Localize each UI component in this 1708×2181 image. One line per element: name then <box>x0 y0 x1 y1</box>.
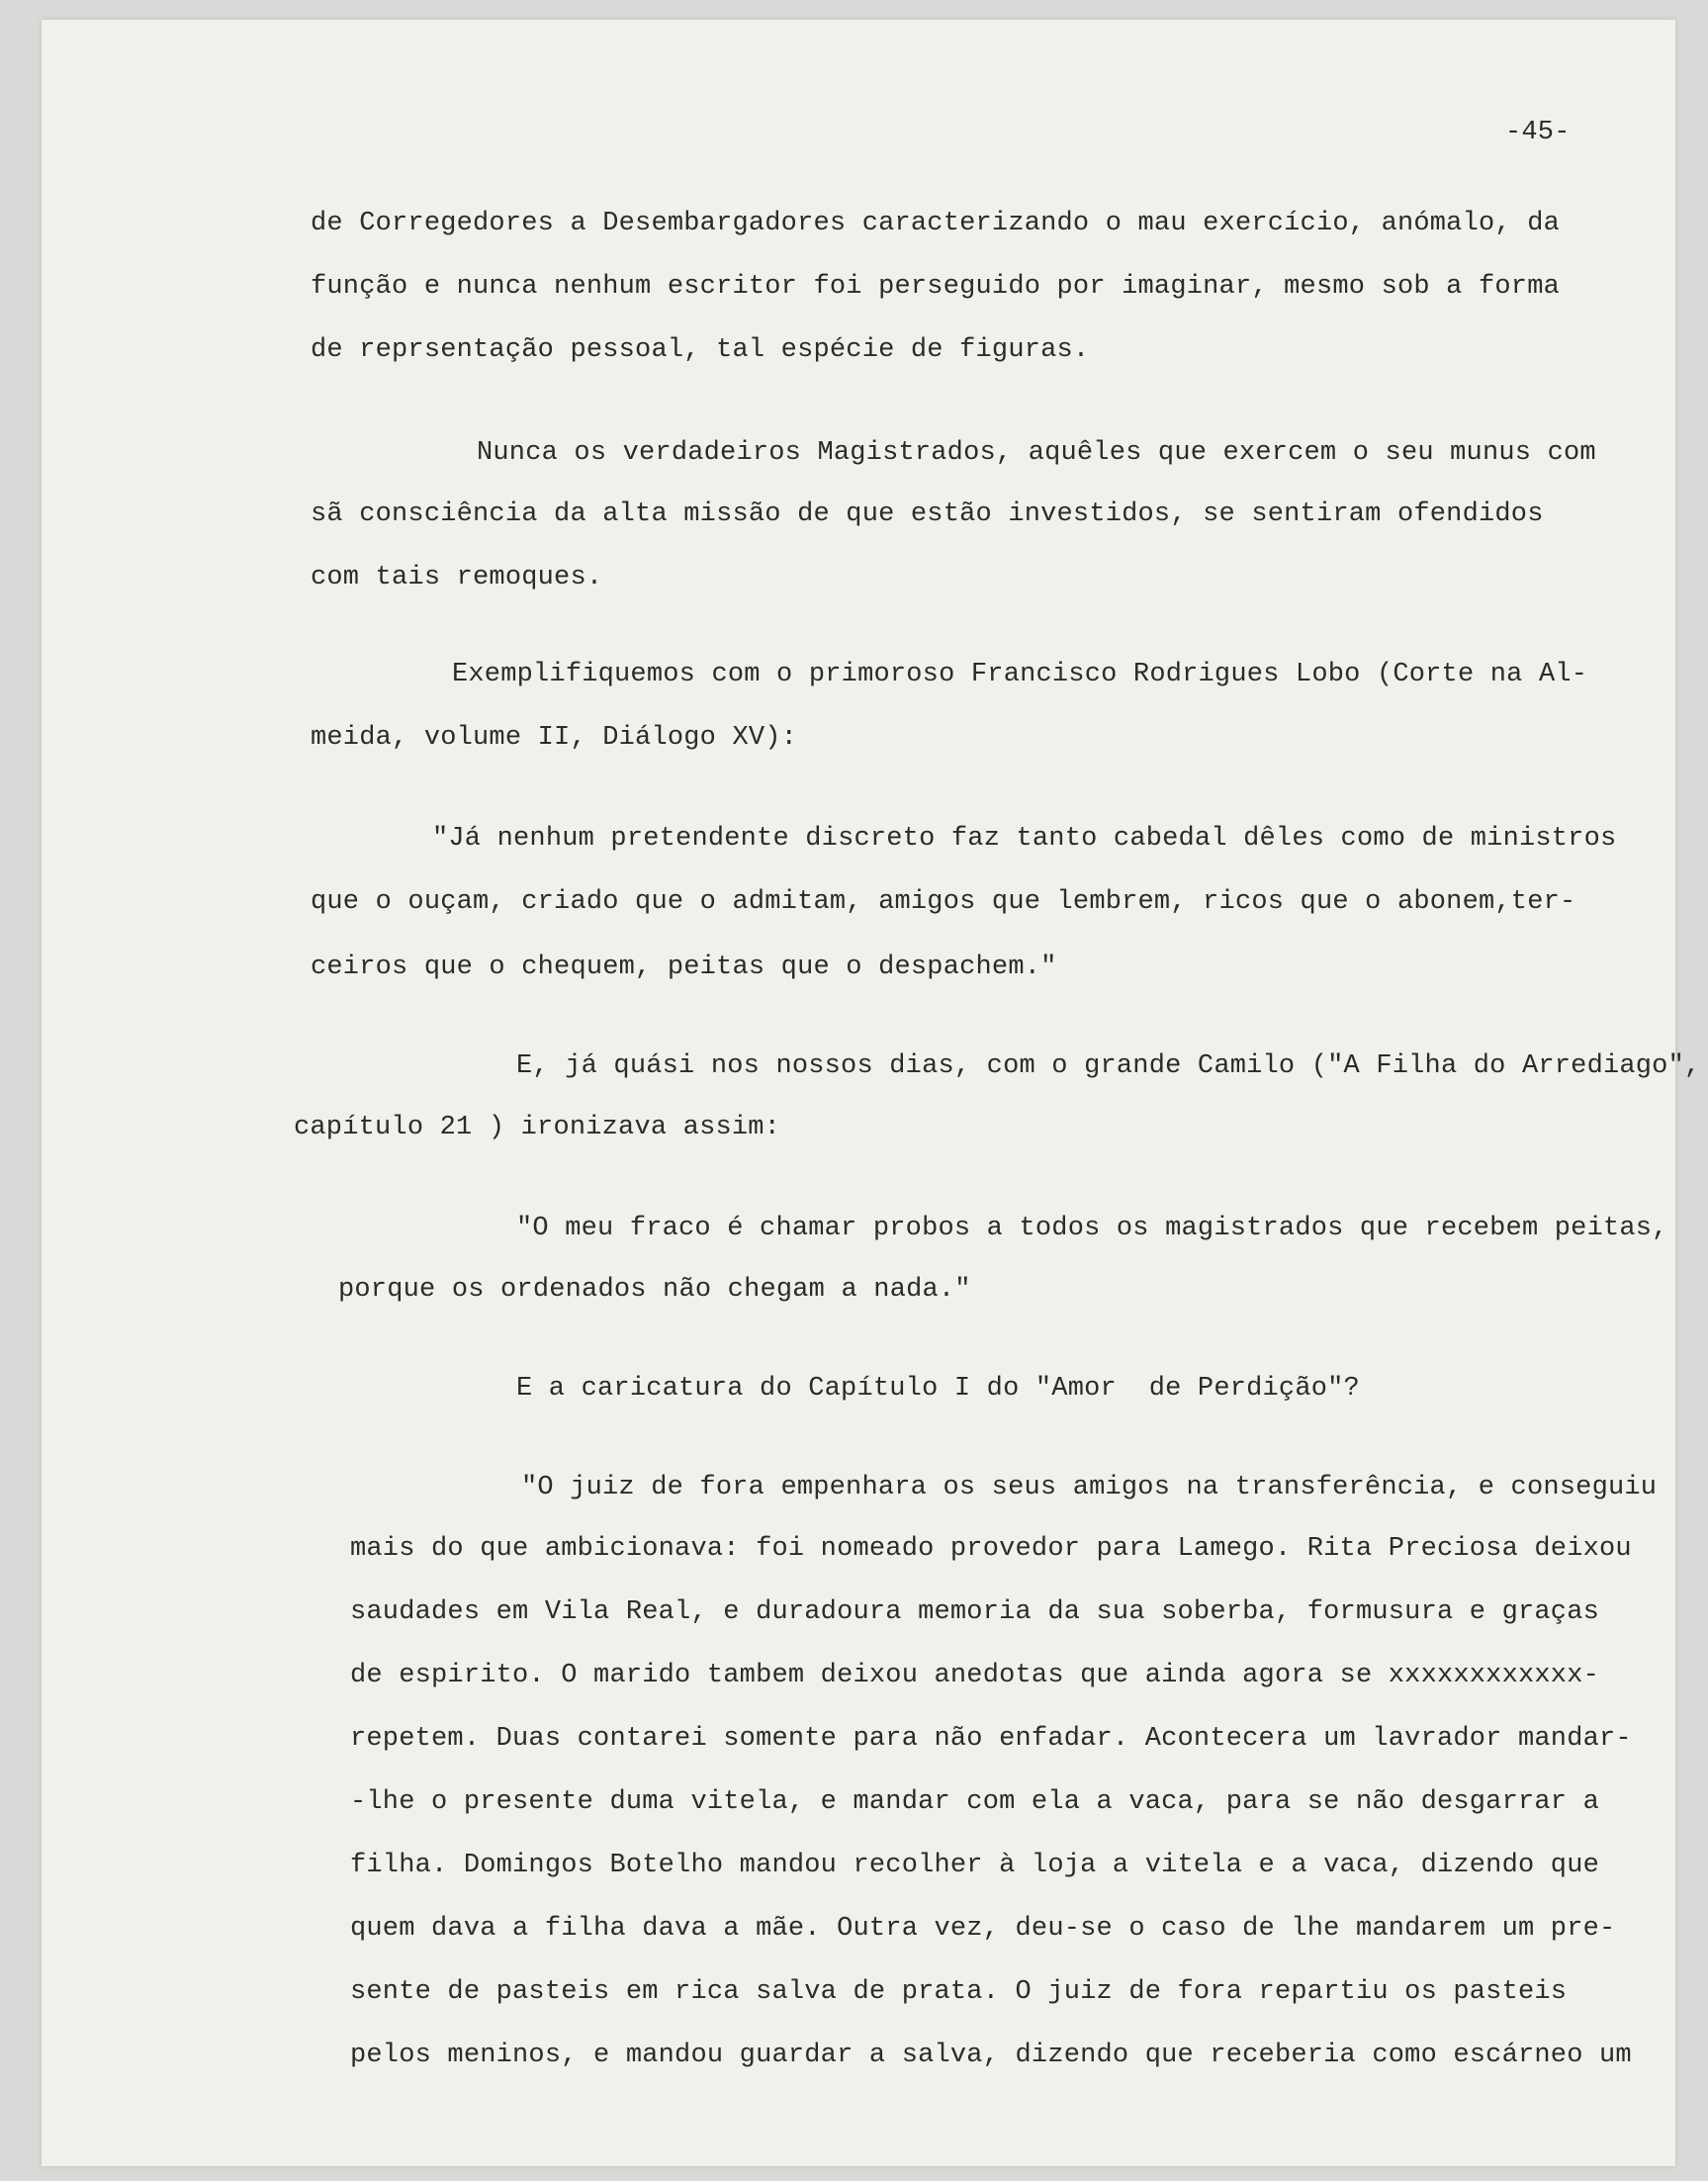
page-number: -45- <box>1505 118 1571 147</box>
text-line: porque os ordenados não chegam a nada." <box>338 1275 971 1305</box>
text-line: saudades em Vila Real, e duradoura memoria da sua soberba, formusura e graças <box>350 1597 1600 1627</box>
text-line: Exemplifiquemos com o primoroso Francisco Rodrigues Lobo (Corte na Al- <box>452 660 1588 689</box>
text-line: "O juiz de fora empenhara os seus amigos na transferência, e conseguiu <box>521 1473 1658 1502</box>
text-line: que o ouçam, criado que o admitam, amigos que lembrem, ricos que o abonem,ter- <box>311 887 1576 917</box>
text-line: E, já quási nos nossos dias, com o grande Camilo ("A Filha do Arrediago", <box>516 1051 1701 1081</box>
text-line: de reprsentação pessoal, tal espécie de figuras. <box>311 335 1090 365</box>
text-line: de Corregedores a Desembargadores caracterizando o mau exercício, anómalo, da <box>311 209 1561 238</box>
text-line: repetem. Duas contarei somente para não enfadar. Acontecera um lavrador mandar- <box>350 1724 1632 1754</box>
text-line: de espirito. O marido tambem deixou anedotas que ainda agora se xxxxxxxxxxxx- <box>350 1661 1600 1690</box>
text-line: função e nunca nenhum escritor foi perseguido por imaginar, mesmo sob a forma <box>311 272 1561 302</box>
text-line: capítulo 21 ) ironizava assim: <box>294 1113 781 1142</box>
text-line: filha. Domingos Botelho mandou recolher à loja a vitela e a vaca, dizendo que <box>350 1851 1600 1880</box>
text-line: sã consciência da alta missão de que estão investidos, se sentiram ofendidos <box>311 500 1544 529</box>
text-line: quem dava a filha dava a mãe. Outra vez, deu-se o caso de lhe mandarem um pre- <box>350 1914 1616 1944</box>
text-line: pelos meninos, e mandou guardar a salva, dizendo que receberia como escárneo um <box>350 2041 1632 2070</box>
text-line: com tais remoques. <box>311 563 603 592</box>
text-line: -lhe o presente duma vitela, e mandar com ela a vaca, para se não desgarrar a <box>350 1787 1600 1817</box>
paper-sheet <box>42 20 1701 2166</box>
text-line: meida, volume II, Diálogo XV): <box>311 723 798 753</box>
text-line: Nunca os verdadeiros Magistrados, aquêles que exercem o seu munus com <box>477 438 1596 468</box>
text-line: ceiros que o chequem, peitas que o despachem." <box>311 953 1057 982</box>
text-line: mais do que ambicionava: foi nomeado provedor para Lamego. Rita Preciosa deixou <box>350 1534 1632 1564</box>
text-line: E a caricatura do Capítulo I do "Amor de Perdição"? <box>516 1374 1360 1404</box>
text-line: sente de pasteis em rica salva de prata. O juiz de fora repartiu os pasteis <box>350 1977 1568 2007</box>
text-line: "O meu fraco é chamar probos a todos os magistrados que recebem peitas, <box>516 1214 1668 1243</box>
text-line: "Já nenhum pretendente discreto faz tanto cabedal dêles como de ministros <box>432 824 1617 854</box>
